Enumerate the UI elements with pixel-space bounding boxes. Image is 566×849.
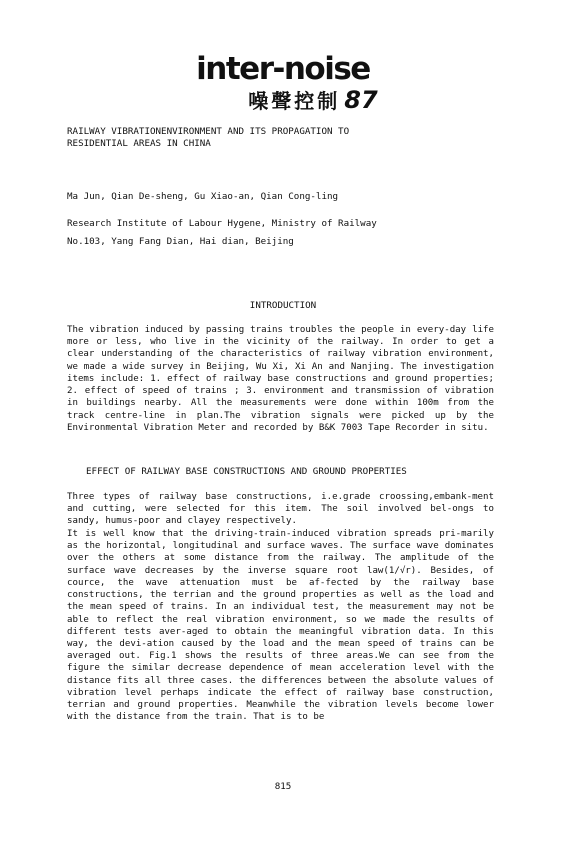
- paper-authors: Ma Jun, Qian De-sheng, Gu Xiao-an, Qian Cong-ling: [67, 191, 339, 202]
- base-constructions-paragraph-1: Three types of railway base constructions, i.e.grade croossing,embank-ment and cutting, were selected for this item. The soil involved bel-ongs to sandy, humus-poor and clayey respectively.: [67, 492, 494, 527]
- paper-title-line-1: RAILWAY VIBRATIONENVIRONMENT AND ITS PROPAGATION TO: [67, 126, 350, 137]
- conference-logo-subline: [0, 86, 566, 117]
- conference-logo-wordmark: inter-noise: [196, 51, 370, 87]
- introduction-paragraph: The vibration induced by passing trains troubles the people in every-day life more or less, who live in the vicinity of the railway. In order to get a clear understanding of the characteristics of railway vibration environment, we made a wide survey in Beijing, Wu Xi, Xi An and Nanjing. The investigation items include: 1. effect of railway base constructions and ground properties; 2. effect of speed of trains ; 3. environment and transmission of vibration in buildings nearby. All the measurements were done within 100m from the track centre-line in plan.The vibration signals were picked up by the Environmental Vibration Meter and recorded by B&K 7003 Tape Recorder in situ.: [67, 325, 494, 433]
- section-heading-base-constructions: EFFECT OF RAILWAY BASE CONSTRUCTIONS AND GROUND PROPERTIES: [86, 466, 407, 477]
- conference-logo-year: 87: [344, 86, 378, 114]
- affiliation-line-2: No.103, Yang Fang Dian, Hai dian, Beijing: [67, 236, 294, 247]
- affiliation-line-1: Research Institute of Labour Hygene, Ministry of Railway: [67, 218, 377, 229]
- base-constructions-paragraph-2: It is well know that the driving-train-induced vibration spreads pri-marily as the horizontal, longitudinal and surface waves. The surface wave dominates over the others at some distance from the railway. The amplitude of the surface wave decreases by the inverse square root law(1/√r). Besides, of cource, the wave attenuation must be af-fected by the railway base constructions, the terrian and the ground properties as well as the load and the mean speed of trains. In an individual test, the measurement may not be able to reflect the real vibration environment, so we made the results of different tests aver-aged to obtain the meaningful vibration data. In this way, the devi-ation caused by the load and the mean speed of trains can be averaged out. Fig.1 shows the results of three areas.We can see from the figure the similar decrease dependence of mean acceleration level with the distance fits all three cases. the differences between the absolute values of vibration level perhaps indicate the effect of railway base construction, terrian and ground properties. Meanwhile the vibration levels become lower with the distance from the train. That is to be: [67, 529, 494, 723]
- page-number: 815: [274, 781, 292, 792]
- conference-logo-chinese: 噪聲控制: [248, 89, 341, 113]
- section-heading-introduction: INTRODUCTION: [249, 300, 317, 311]
- paper-title-line-2: RESIDENTIAL AREAS IN CHINA: [67, 138, 211, 149]
